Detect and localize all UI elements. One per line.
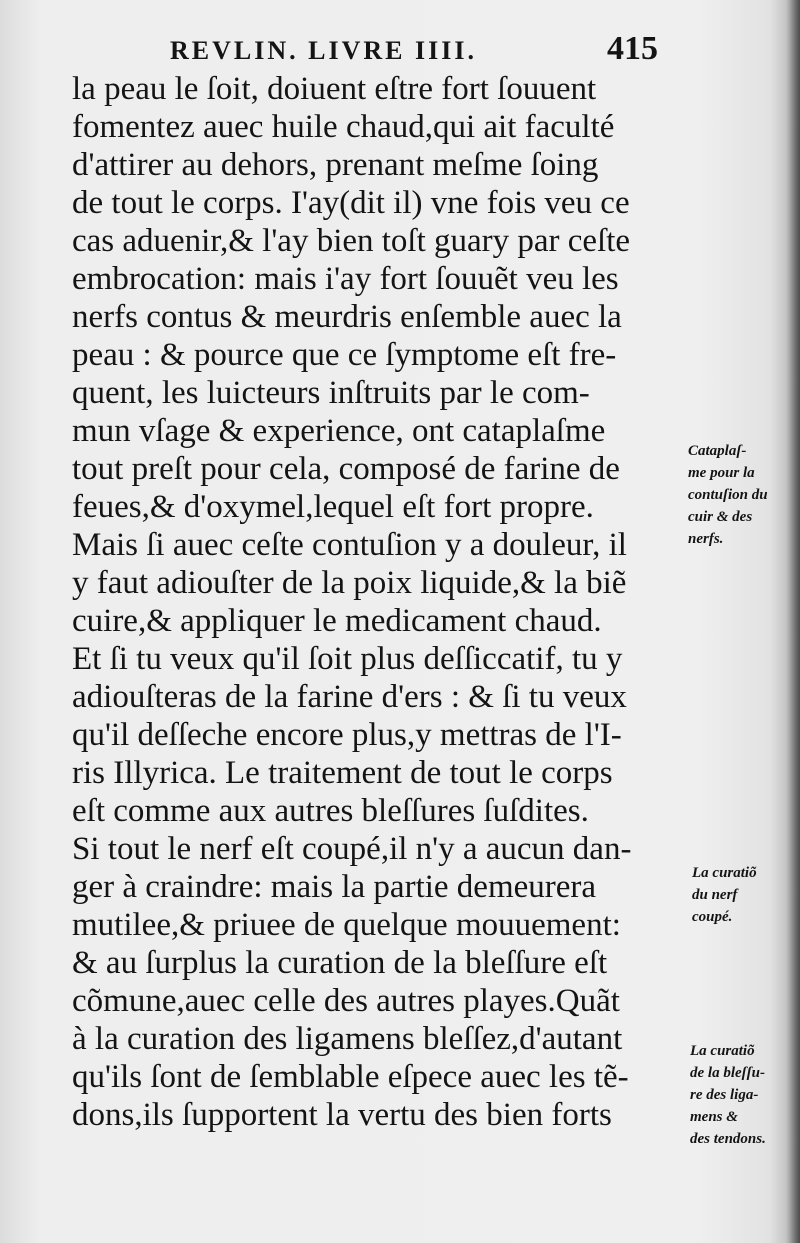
- text-line: ris Illyrica. Le traitement de tout le corps: [72, 755, 613, 791]
- margin-note-line: des tendons.: [690, 1131, 766, 1147]
- text-line: peau : & pource que ce ſymptome eſt fre-: [72, 337, 617, 373]
- margin-note-line: cuir & des: [688, 509, 753, 525]
- margin-note-line: contuſion du: [688, 487, 768, 503]
- text-line: embrocation: mais i'ay fort ſouuẽt veu les: [72, 261, 619, 297]
- margin-note-line: mens &: [690, 1109, 738, 1125]
- text-line: dons,ils ſupportent la vertu des bien forts: [72, 1097, 612, 1133]
- text-line: cõmune,auec celle des autres playes.Quãt: [72, 983, 620, 1019]
- running-head: REVLIN. LIVRE IIII.: [170, 36, 477, 65]
- margin-note-line: coupé.: [692, 909, 733, 925]
- margin-note-line: Cataplaſ-: [688, 443, 747, 459]
- text-line: nerfs contus & meurdris enſemble auec la: [72, 299, 622, 335]
- text-line: la peau le ſoit, doiuent eſtre fort ſouuent: [72, 71, 597, 107]
- text-line: Et ſi tu veux qu'il ſoit plus deſſiccatif, tu y: [72, 641, 623, 677]
- text-line: mutilee,& priuee de quelque mouuement:: [72, 907, 621, 943]
- text-line: mun vſage & experience, ont cataplaſme: [72, 413, 606, 449]
- text-line: cuire,& appliquer le medicament chaud.: [72, 603, 602, 639]
- page-header: [0, 30, 800, 74]
- text-line: feues,& d'oxymel,lequel eſt fort propre.: [72, 489, 594, 525]
- text-line: eſt comme aux autres bleſſures ſuſdites.: [72, 793, 589, 829]
- text-line: & au ſurplus la curation de la bleſſure eſt: [72, 945, 608, 981]
- page-number: 415: [607, 30, 658, 67]
- margin-note-line: La curatiõ: [690, 1043, 755, 1059]
- text-line: à la curation des ligamens bleſſez,d'autant: [72, 1021, 623, 1057]
- page-edge-shadow: [786, 0, 800, 1243]
- text-line: ger à craindre: mais la partie demeurera: [72, 869, 597, 905]
- margin-note-line: de la bleſſu-: [690, 1065, 765, 1081]
- text-line: quent, les luicteurs inſtruits par le com-: [72, 375, 590, 411]
- text-line: fomentez auec huile chaud,qui ait faculté: [72, 109, 615, 145]
- text-line: tout preſt pour cela, composé de farine de: [72, 451, 620, 487]
- text-line: Si tout le nerf eſt coupé,il n'y a aucun dan-: [72, 831, 632, 867]
- margin-note-line: du nerf: [692, 887, 738, 903]
- text-line: d'attirer au dehors, prenant meſme ſoing: [72, 147, 599, 183]
- margin-note-curation-ligamens: [690, 1040, 766, 1150]
- margin-note-line: nerfs.: [688, 531, 724, 547]
- margin-note-line: re des liga-: [690, 1087, 759, 1103]
- text-line: cas aduenir,& l'ay bien toſt guary par ceſte: [72, 223, 631, 259]
- margin-note-line: La curatiõ: [692, 865, 757, 881]
- text-line: qu'il deſſeche encore plus,y mettras de l'I-: [72, 717, 622, 753]
- text-line: qu'ils ſont de ſemblable eſpece auec les tẽ-: [72, 1059, 629, 1095]
- margin-note-cataplasme: [688, 440, 768, 550]
- text-line: y faut adiouſter de la poix liquide,& la biẽ: [72, 565, 627, 601]
- text-line: de tout le corps. I'ay(dit il) vne fois veu ce: [72, 185, 630, 221]
- text-line: Mais ſi auec ceſte contuſion y a douleur, il: [72, 527, 627, 563]
- text-line: adiouſteras de la farine d'ers : & ſi tu veux: [72, 679, 627, 715]
- margin-note-curation-nerf: [692, 862, 757, 928]
- margin-note-line: me pour la: [688, 465, 755, 481]
